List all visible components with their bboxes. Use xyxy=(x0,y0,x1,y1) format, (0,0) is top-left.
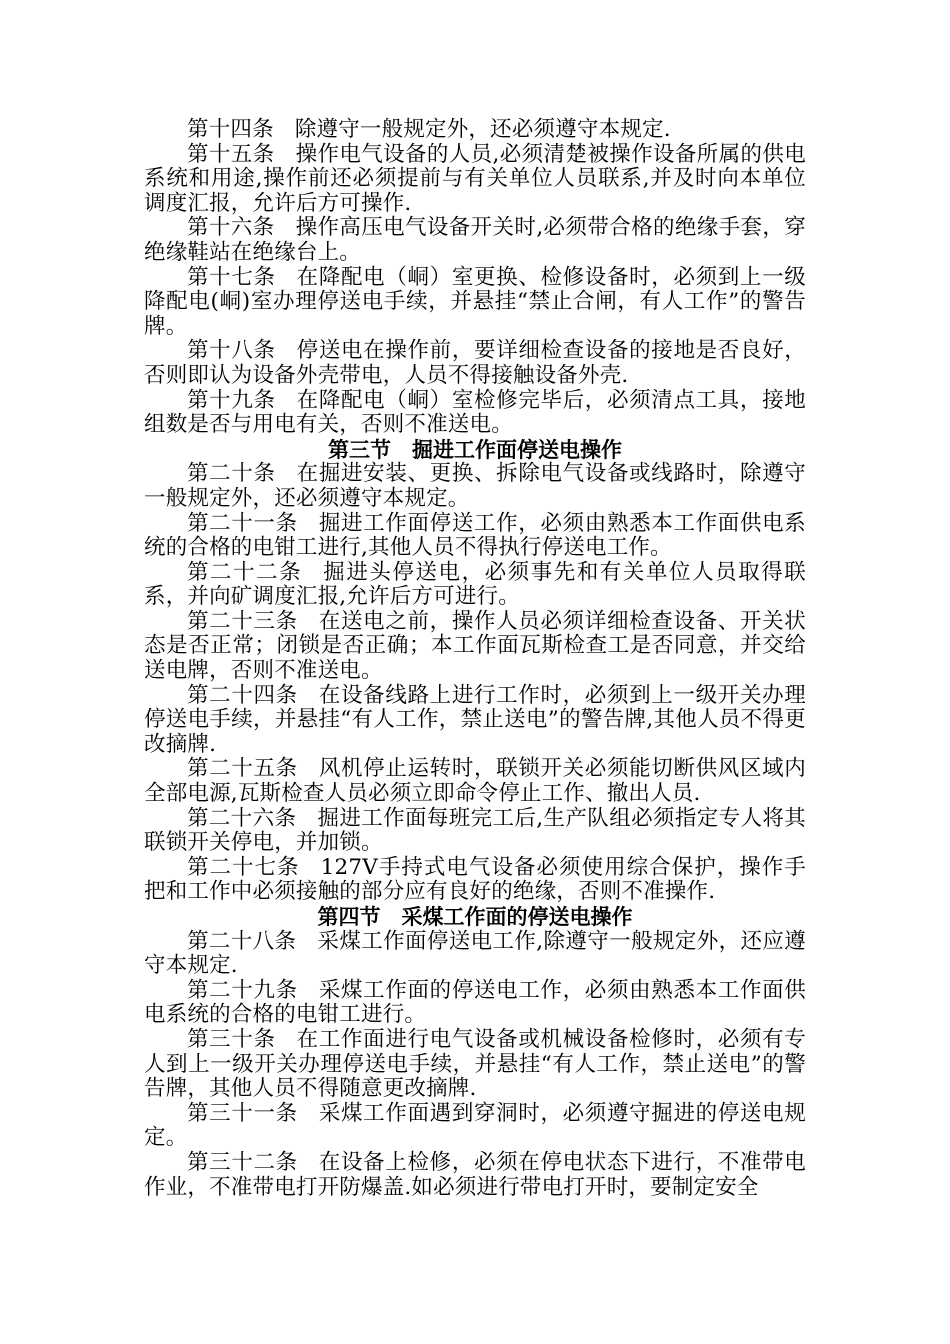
article-text: 在送电之前，操作人员必须详细检查设备、开关状态是否正常；闭锁是否正确；本工作面瓦斯检查工是否同意，并交给送电牌，否则不准送电。 xyxy=(144,608,806,684)
article-25 xyxy=(144,757,806,806)
article-text: 127V手持式电气设备必须使用综合保护，操作手把和工作中必须接触的部分应有良好的绝缘，否则不准操作. xyxy=(144,854,806,905)
section-heading-3: 第三节 掘进工作面停送电操作 xyxy=(328,437,622,462)
article-28 xyxy=(144,930,806,979)
article-31 xyxy=(144,1102,806,1151)
article-29 xyxy=(144,979,806,1028)
article-number: 第三十二条 xyxy=(187,1149,298,1175)
article-text: 在降配电（峒）室检修完毕后，必须清点工具，接地组数是否与用电有关，否则不准送电。 xyxy=(144,387,806,438)
article-text: 在设备线路上进行工作时，必须到上一级开关办理停送电手续，并悬挂“有人工作，禁止送电”的警告牌,其他人员不得更改摘牌. xyxy=(144,682,806,757)
article-text: 除遵守一般规定外，还必须遵守本规定. xyxy=(294,117,671,142)
article-text: 采煤工作面的停送电工作，必须由熟悉本工作面供电系统的合格的电钳工进行。 xyxy=(144,977,806,1028)
article-number: 第二十一条 xyxy=(187,510,298,536)
article-text: 风机停止运转时，联锁开关必须能切断供风区域内全部电源,瓦斯检查人员必须立即命令停止工作、撤出人员. xyxy=(144,756,806,807)
article-text: 操作高压电气设备开关时,必须带合格的绝缘手套，穿绝缘鞋站在绝缘台上。 xyxy=(144,215,806,265)
article-number: 第二十八条 xyxy=(187,928,297,954)
article-number: 第二十三条 xyxy=(187,608,298,634)
article-number: 第二十五条 xyxy=(187,756,298,782)
article-14 xyxy=(144,118,806,143)
article-19 xyxy=(144,389,806,438)
article-number: 第十五条 xyxy=(187,141,275,167)
article-text: 采煤工作面停送电工作,除遵守一般规定外，还应遵守本规定. xyxy=(144,928,806,979)
article-number: 第二十四条 xyxy=(187,682,298,708)
article-21 xyxy=(144,512,806,561)
article-text: 掘进头停送电，必须事先和有关单位人员取得联系，并向矿调度汇报,允许后方可进行。 xyxy=(144,559,806,610)
article-text: 在掘进安装、更换、拆除电气设备或线路时，除遵守一般规定外，还必须遵守本规定。 xyxy=(144,461,806,511)
article-22 xyxy=(144,561,806,610)
article-number: 第二十二条 xyxy=(187,559,303,585)
article-23 xyxy=(144,610,806,684)
article-text: 操作电气设备的人员,必须清楚被操作设备所属的供电系统和用途,操作前还必须提前与有关单位人员联系,并及时向本单位调度汇报，允许后方可操作. xyxy=(144,141,806,216)
article-text: 在降配电（峒）室更换、检修设备时，必须到上一级降配电(峒)室办理停送电手续，并悬挂“禁止合闸，有人工作”的警告牌。 xyxy=(144,264,806,339)
article-27 xyxy=(144,856,806,905)
article-24 xyxy=(144,684,806,758)
article-text: 在工作面进行电气设备或机械设备检修时，必须有专人到上一级开关办理停送电手续，并悬挂“有人工作，禁止送电”的警告牌，其他人员不得随意更改摘牌. xyxy=(144,1026,806,1102)
article-15 xyxy=(144,143,806,217)
article-30 xyxy=(144,1028,806,1102)
article-number: 第二十九条 xyxy=(187,977,298,1003)
article-text: 采煤工作面遇到穿洞时，必须遵守掘进的停送电规定。 xyxy=(144,1100,806,1151)
article-number: 第二十七条 xyxy=(187,854,300,880)
article-18 xyxy=(144,339,806,388)
article-number: 第十九条 xyxy=(187,387,276,413)
article-number: 第十七条 xyxy=(187,264,276,290)
article-26 xyxy=(144,807,806,856)
document-page xyxy=(144,118,806,1200)
article-text: 掘进工作面每班完工后,生产队组必须指定专人将其联锁开关停电，并加锁。 xyxy=(144,805,806,856)
article-text: 停送电在操作前，要详细检查设备的接地是否良好，否则即认为设备外壳带电，人员不得接触设备外壳. xyxy=(144,338,806,388)
article-number: 第三十一条 xyxy=(187,1100,298,1126)
article-20 xyxy=(144,462,806,511)
article-number: 第二十六条 xyxy=(187,805,297,831)
article-text: 在设备上检修，必须在停电状态下进行，不准带电作业，不准带电打开防爆盖.如必须进行带电打开时，要制定安全 xyxy=(144,1149,806,1200)
article-number: 第十八条 xyxy=(187,338,276,364)
article-number: 第十六条 xyxy=(187,215,275,241)
article-32 xyxy=(144,1151,806,1200)
article-16 xyxy=(144,216,806,265)
article-number: 第三十条 xyxy=(187,1026,276,1052)
article-number: 第二十条 xyxy=(187,461,276,487)
section-heading-4: 第四节 采煤工作面的停送电操作 xyxy=(317,905,633,929)
article-17 xyxy=(144,266,806,340)
article-number: 第十四条 xyxy=(187,117,274,142)
article-text: 掘进工作面停送工作，必须由熟悉本工作面供电系统的合格的电钳工进行,其他人员不得执行停送电工作。 xyxy=(144,510,806,561)
